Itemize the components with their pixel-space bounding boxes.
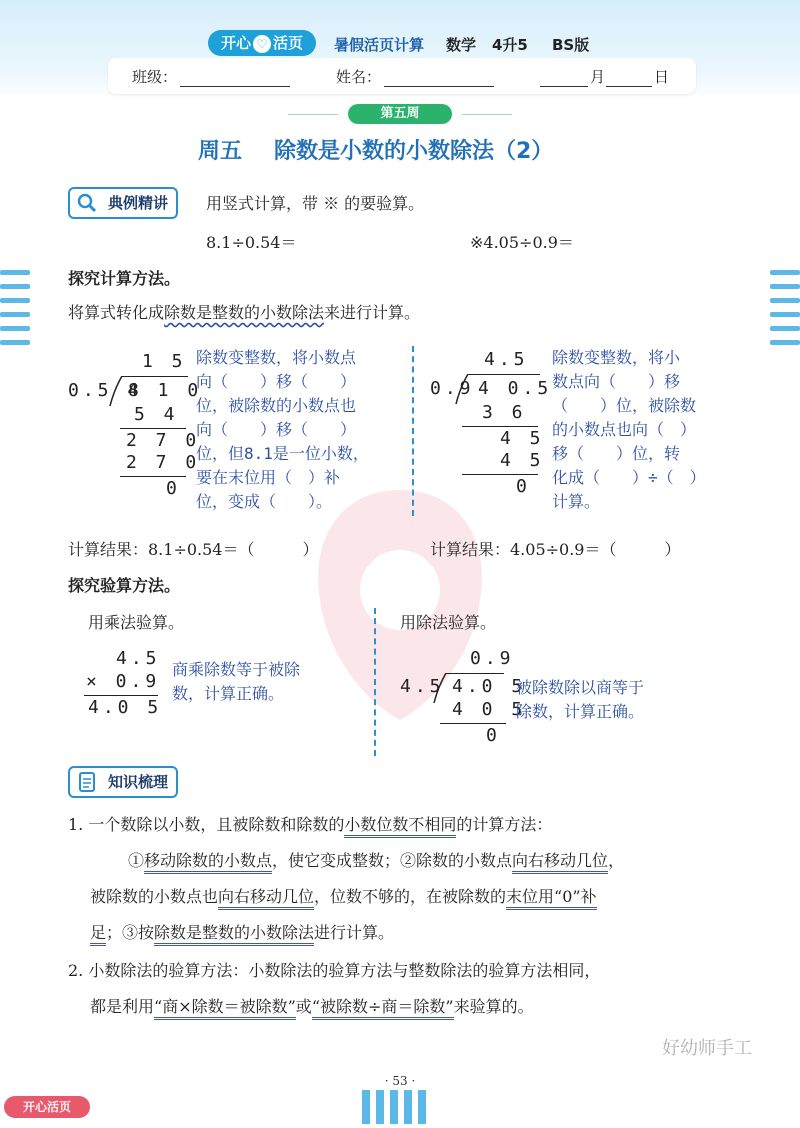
magnifier-icon [76, 192, 98, 214]
divider-bottom [374, 608, 376, 756]
div-verify-bar [446, 673, 504, 674]
heart-icon: ♡ [253, 35, 271, 53]
name-field[interactable] [384, 68, 494, 87]
div1-step3: 2 7 0 [126, 452, 201, 473]
edition: BS版 [552, 36, 590, 54]
problem-2: ※4.05÷0.9＝ [470, 233, 574, 252]
page-number: · 53 · [384, 1074, 416, 1088]
div2-step2: 4 5 [500, 428, 545, 449]
mult-heading: 用乘法验算。 [88, 613, 185, 632]
day-label: 日 [654, 68, 670, 86]
knowledge-p2: ①移动除数的小数点，使它变成整数；②除数的小数点向右移动几位， [128, 848, 748, 871]
div-verify-dividend: 4.0 5 [452, 676, 527, 697]
series-title: 暑假活页计算 [334, 36, 425, 54]
div1-bar [122, 376, 188, 377]
class-label: 班级： [132, 68, 178, 86]
div2-bar [468, 374, 540, 375]
div-verify-divisor: 4.5 [400, 676, 445, 697]
bottom-bars [362, 1090, 432, 1128]
left-side-bars [0, 270, 30, 354]
div-verify-remainder: 0 [486, 725, 501, 746]
month-field[interactable] [540, 68, 588, 87]
month-label: 月 [590, 68, 606, 86]
div2-line1 [462, 426, 538, 427]
div1-step1: 5 4 [134, 404, 179, 425]
div1-quotient: 1 5 [142, 351, 187, 372]
div1-remainder: 0 [166, 478, 181, 499]
div2-step1: 3 6 [482, 402, 527, 423]
grade: 4升5 [492, 36, 528, 54]
class-field[interactable] [180, 68, 290, 87]
mult-note: 商乘除数等于被除 数，计算正确。 [172, 660, 301, 703]
div-verify-step: 4 0 5 [452, 699, 527, 720]
result-2: 计算结果：4.05÷0.9＝（ ） [430, 540, 681, 559]
subject: 数学 [446, 36, 477, 54]
mult-result: 4.0 5 [88, 697, 163, 718]
mult-line [84, 695, 158, 696]
knowledge-p5: 2. 小数除法的验算方法：小数除法的验算方法与整数除法的验算方法相同， [68, 961, 601, 980]
knowledge-p3: 被除数的小数点也向右移动几位，位数不够的，在被除数的末位用“0”补 [90, 884, 750, 907]
div-verify-quotient: 0.9 [470, 648, 515, 669]
mult-bottom: × 0.9 [86, 671, 161, 692]
div1-notes: 除数变整数，将小数点 向（ ）移（ ） 位，被除数的小数点也 向（ ）移（ ） 位，但8.1是一位小数， 要在末位用（ ）补 位，变成（ ）。 [196, 348, 369, 511]
divider-top [412, 346, 414, 516]
explore-method-line: 将算式转化成除数是整数的小数除法来进行计算。 [68, 303, 421, 322]
div2-line2 [462, 474, 538, 475]
example-badge: 典例精讲 [68, 187, 178, 219]
verify-heading: 探究验算方法。 [68, 576, 181, 595]
div-verify-line [440, 723, 506, 724]
watermark-text: 好幼师手工 [662, 1038, 752, 1059]
result-1: 计算结果：8.1÷0.54＝（ ） [68, 540, 319, 559]
div1-line1 [120, 428, 186, 429]
div-verify-heading: 用除法验算。 [400, 613, 497, 632]
notebook-icon [76, 771, 98, 793]
knowledge-badge: 知识梳理 [68, 766, 178, 798]
name-label: 姓名： [336, 68, 382, 86]
knowledge-p4: 足；③按除数是整数的小数除法进行计算。 [90, 920, 750, 943]
div2-divisor: 0.9 [430, 378, 475, 399]
day-field[interactable] [606, 68, 652, 87]
brand-logo: 开心 ♡ 活页 [208, 30, 316, 56]
title-day: 周五 [198, 139, 243, 164]
right-side-bars [770, 270, 800, 354]
div1-divisor: 0.5 4 [68, 380, 143, 401]
div1-step2: 2 7 0 [126, 430, 201, 451]
example-instruction: 用竖式计算，带 ※ 的要验算。 [206, 194, 425, 213]
div2-quotient: 4.5 [484, 349, 529, 370]
problem-1: 8.1÷0.54＝ [206, 233, 297, 252]
div-verify-note: 被除数除以商等于 除数，计算正确。 [516, 678, 645, 721]
knowledge-p6: 都是利用“商×除数＝被除数”或“被除数÷商＝除数”来验算的。 [90, 994, 750, 1017]
div1-line2 [120, 476, 186, 477]
explore-method-heading: 探究计算方法。 [68, 269, 181, 288]
div2-notes: 除数变整数，将小 数点向（ ）移 （ ）位，被除数 的小数点也向（ ） 移（ ）位，转 化成（ ）÷（ ） 计算。 [552, 348, 706, 511]
div2-step3: 4 5 [500, 450, 545, 471]
div2-dividend: 4 0.5 [478, 378, 553, 399]
week-tag: 第五周 [348, 104, 452, 124]
page-title: 除数是小数的小数除法（2） [274, 139, 554, 164]
div1-dividend: 8 1 0 [128, 380, 203, 401]
knowledge-p1: 1. 一个数除以小数，且被除数和除数的小数位数不相同的计算方法： [68, 812, 748, 835]
div2-remainder: 0 [516, 476, 531, 497]
mult-top: 4.5 [116, 648, 161, 669]
footer-logo: 开心活页 [4, 1096, 90, 1118]
